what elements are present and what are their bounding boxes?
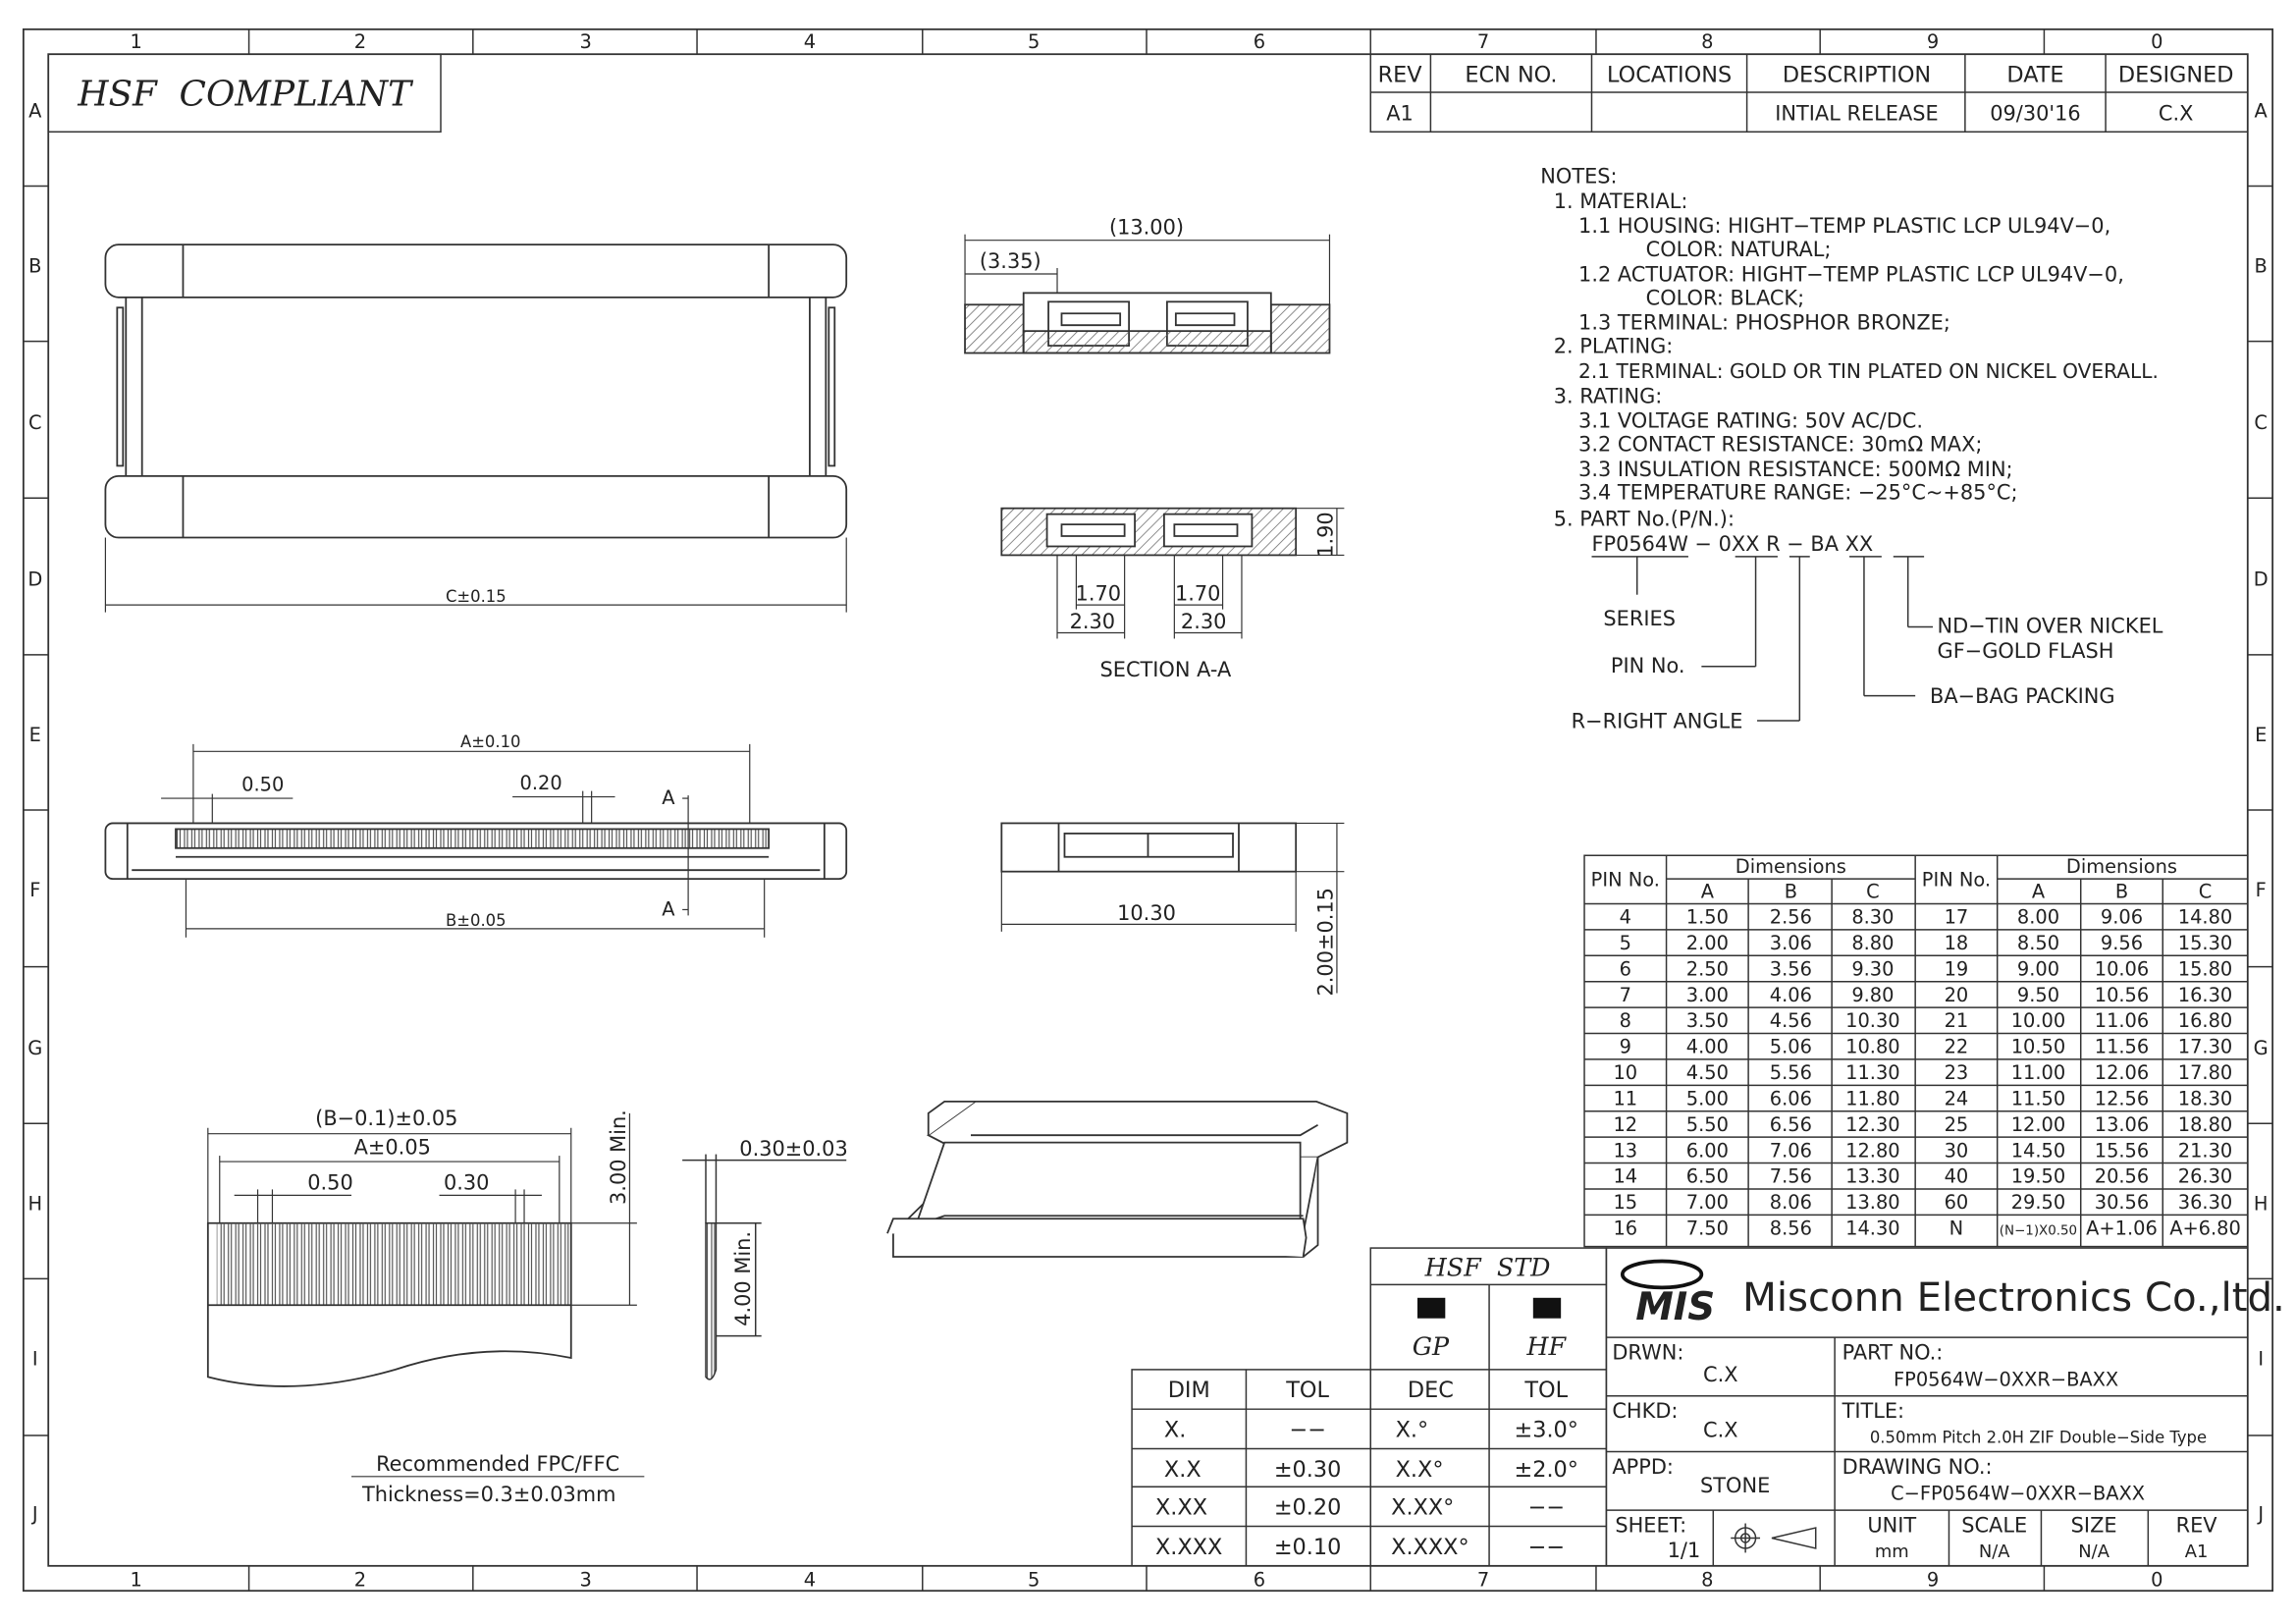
- pin-table-cell-right-1-1: 8.50: [2016, 932, 2060, 955]
- col-label-top-4: 4: [803, 30, 817, 54]
- pin-table-cell-right-2-1: 9.00: [2016, 957, 2060, 981]
- fpc-drawing: [208, 1223, 571, 1386]
- part-number-code: FP0564W − 0XX R − BA XX: [1591, 531, 1874, 556]
- row-label-left-i: I: [31, 1347, 38, 1371]
- pin-table-cell-left-4-2: 4.56: [1769, 1009, 1812, 1033]
- pin-table-cell-left-9-3: 12.80: [1845, 1139, 1900, 1163]
- pin-table-cell-right-9-2: 15.56: [2094, 1139, 2150, 1163]
- row-label-right-a: A: [2254, 99, 2268, 123]
- pin-table-cell-right-4-1: 10.00: [2010, 1009, 2066, 1033]
- connector-front-view: [105, 823, 846, 879]
- tol-dim-4: X.XXX: [1154, 1534, 1223, 1560]
- pin-no-label: PIN No.: [1610, 653, 1685, 677]
- col-label-bottom-6: 6: [1253, 1568, 1266, 1592]
- pin-table-cell-left-10-3: 13.30: [1845, 1164, 1900, 1188]
- pin-table-cell-right-7-3: 18.30: [2177, 1087, 2233, 1110]
- pin-table-cell-right-10-1: 19.50: [2010, 1164, 2066, 1188]
- row-label-right-e: E: [2255, 723, 2268, 746]
- note-1-3: 1.3 TERMINAL: PHOSPHOR BRONZE;: [1578, 310, 1950, 335]
- pin-table-cell-left-10-0: 14: [1613, 1164, 1638, 1188]
- row-label-right-h: H: [2253, 1192, 2269, 1216]
- pin-table-cell-left-5-2: 5.06: [1769, 1035, 1812, 1058]
- pin-table-cell-left-10-2: 7.56: [1769, 1164, 1812, 1188]
- hsf-tol-3: −−: [1527, 1494, 1565, 1521]
- rev-header-date: DATE: [2006, 62, 2064, 88]
- fpc-caption-2: Thickness=0.3±0.03mm: [361, 1483, 616, 1507]
- pin-table-cell-left-6-3: 11.30: [1845, 1061, 1900, 1085]
- rev-label: REV: [2175, 1513, 2217, 1538]
- pin-table-cell-right-6-0: 23: [1944, 1061, 1969, 1085]
- right-angle-label: R−RIGHT ANGLE: [1571, 709, 1743, 733]
- pin-table-cell-right-8-1: 12.00: [2010, 1112, 2066, 1136]
- col-label-top-7: 7: [1476, 30, 1490, 54]
- rev-header-rev: REV: [1377, 62, 1422, 88]
- row-label-left-b: B: [28, 254, 42, 278]
- pin-table-cell-left-8-0: 12: [1613, 1112, 1638, 1136]
- dim-outer-right: 2.30: [1180, 610, 1227, 634]
- pin-table-cell-right-3-2: 10.56: [2094, 983, 2150, 1006]
- pin-table-cell-right-5-1: 10.50: [2010, 1035, 2066, 1058]
- pin-table-cell-left-12-3: 14.30: [1845, 1217, 1900, 1240]
- pin-table-cell-right-9-3: 21.30: [2177, 1139, 2233, 1163]
- title-label: TITLE:: [1842, 1399, 1905, 1424]
- pin-table-cell-left-11-2: 8.06: [1769, 1191, 1812, 1215]
- pin-table-cell-left-1-1: 2.00: [1685, 932, 1729, 955]
- rev-cell-designed: C.X: [2158, 101, 2194, 126]
- pin-table-cell-right-0-0: 17: [1944, 905, 1969, 929]
- note-1-1-color: COLOR: NATURAL;: [1645, 238, 1832, 262]
- connector-side-view: [1001, 823, 1296, 871]
- sheet-value: 1/1: [1667, 1538, 1701, 1562]
- pin-table-cell-left-7-1: 5.00: [1685, 1087, 1729, 1110]
- mis-logo: [1623, 1262, 1715, 1330]
- hf-mark: [1533, 1298, 1561, 1319]
- pin-table-cell-right-6-3: 17.80: [2177, 1061, 2233, 1085]
- pin-table-cell-right-12-1: (N−1)X0.50: [1999, 1223, 2078, 1239]
- col-c-right: C: [2198, 880, 2213, 903]
- pin-header-right: PIN No.: [1921, 868, 1992, 892]
- part-no-label: PART NO.:: [1842, 1340, 1944, 1365]
- pin-table-cell-right-9-1: 14.50: [2010, 1139, 2066, 1163]
- fpc-min-length-1: 3.00 Min.: [606, 1109, 630, 1205]
- row-label-left-e: E: [28, 723, 41, 746]
- series-label: SERIES: [1603, 607, 1676, 631]
- section-mark-bottom: A: [662, 897, 675, 921]
- pin-table-cell-right-7-2: 12.56: [2094, 1087, 2150, 1110]
- pin-table-cell-left-9-2: 7.06: [1769, 1139, 1812, 1163]
- section-view-middle: [1001, 509, 1296, 556]
- section-view-top: [965, 293, 1329, 352]
- note-3-2: 3.2 CONTACT RESISTANCE: 30mΩ MAX;: [1578, 432, 1983, 457]
- dim-b: B±0.05: [446, 910, 507, 930]
- row-label-left-h: H: [27, 1192, 43, 1216]
- col-label-bottom-9: 9: [1926, 1568, 1940, 1592]
- pin-table-cell-left-11-3: 13.80: [1845, 1191, 1900, 1215]
- col-label-top-6: 6: [1253, 30, 1266, 54]
- row-label-right-c: C: [2254, 411, 2268, 435]
- hsf-header-tol: TOL: [1524, 1378, 1569, 1404]
- section-caption: SECTION A-A: [1099, 658, 1232, 682]
- rev-header-designed: DESIGNED: [2117, 62, 2234, 88]
- row-label-left-c: C: [28, 411, 42, 435]
- pin-table-cell-right-5-0: 22: [1944, 1035, 1969, 1058]
- col-label-top-0: 0: [2151, 30, 2163, 54]
- pin-table-cell-left-7-3: 11.80: [1845, 1087, 1900, 1110]
- pin-table-cell-right-12-2: A+1.06: [2086, 1217, 2158, 1240]
- hsf-header-dec: DEC: [1407, 1378, 1454, 1404]
- pin-table-cell-left-0-3: 8.30: [1851, 905, 1895, 929]
- col-b-left: B: [1784, 880, 1798, 903]
- row-label-right-j: J: [2258, 1502, 2265, 1526]
- pin-table-cell-left-4-1: 3.50: [1685, 1009, 1729, 1033]
- fpc-min-length-2: 4.00 Min.: [730, 1231, 755, 1326]
- sheet-label: SHEET:: [1615, 1513, 1687, 1538]
- dims-header-right: Dimensions: [2065, 855, 2178, 879]
- gp-mark: [1417, 1298, 1445, 1319]
- pin-table-cell-left-4-0: 8: [1619, 1009, 1631, 1033]
- gp-label: GP: [1412, 1330, 1450, 1361]
- note-3: 3. RATING:: [1553, 384, 1663, 408]
- col-label-bottom-8: 8: [1701, 1568, 1714, 1592]
- pin-table-cell-right-6-2: 12.06: [2094, 1061, 2150, 1085]
- dim-pitch: 0.50: [241, 773, 285, 796]
- row-label-left-a: A: [28, 99, 42, 123]
- mis-logo-text: MIS: [1635, 1285, 1716, 1330]
- note-1-2-color: COLOR: BLACK;: [1645, 286, 1805, 310]
- pin-table-cell-right-5-3: 17.30: [2177, 1035, 2233, 1058]
- rev-cell-rev: A1: [1386, 101, 1414, 126]
- rev-header-locations: LOCATIONS: [1606, 62, 1733, 88]
- dim-side-height: 2.00±0.15: [1313, 888, 1338, 997]
- hsf-dec-3: X.XX°: [1391, 1494, 1455, 1521]
- pin-table-cell-left-2-0: 6: [1619, 957, 1631, 981]
- pin-table-cell-left-9-1: 6.00: [1685, 1139, 1729, 1163]
- unit-label: UNIT: [1867, 1513, 1917, 1538]
- col-a-right: A: [2031, 880, 2046, 903]
- col-label-bottom-3: 3: [579, 1568, 592, 1592]
- dim-outer-left: 2.30: [1069, 610, 1116, 634]
- rev-header-ecn: ECN NO.: [1465, 62, 1558, 88]
- hsf-tol-1: ±3.0°: [1514, 1417, 1578, 1443]
- hsf-compliant-label: HSF COMPLIANT: [78, 74, 411, 115]
- dim-overall-width: (13.00): [1108, 215, 1185, 240]
- pin-table-cell-right-4-2: 11.06: [2094, 1009, 2150, 1033]
- pin-table-cell-right-1-0: 18: [1944, 932, 1969, 955]
- pin-table-cell-right-12-3: A+6.80: [2169, 1217, 2241, 1240]
- col-label-bottom-5: 5: [1027, 1568, 1041, 1592]
- pin-table-cell-left-6-0: 10: [1613, 1061, 1638, 1085]
- pin-table-cell-left-5-0: 9: [1619, 1035, 1631, 1058]
- rev-header-description: DESCRIPTION: [1782, 62, 1932, 88]
- col-c-left: C: [1866, 880, 1880, 903]
- col-label-top-3: 3: [579, 30, 592, 54]
- pin-table-cell-left-0-0: 4: [1619, 905, 1631, 929]
- col-label-top-2: 2: [353, 30, 367, 54]
- dims-header-left: Dimensions: [1735, 855, 1846, 879]
- connector-isometric-view: [887, 1102, 1347, 1257]
- pin-table-cell-left-1-0: 5: [1619, 932, 1631, 955]
- pin-table-cell-right-11-0: 60: [1944, 1191, 1969, 1215]
- pin-table-cell-left-8-1: 5.50: [1685, 1112, 1729, 1136]
- title-value: 0.50mm Pitch 2.0H ZIF Double−Side Type: [1869, 1428, 2208, 1447]
- pin-table-cell-left-4-3: 10.30: [1845, 1009, 1900, 1033]
- connector-top-view: [105, 244, 846, 537]
- hsf-std-title: HSF STD: [1424, 1252, 1551, 1282]
- part-no-value: FP0564W−0XXR−BAXX: [1894, 1368, 2119, 1391]
- fpc-thickness: 0.30±0.03: [739, 1137, 848, 1162]
- bag-packing-label: BA−BAG PACKING: [1930, 684, 2115, 709]
- pin-table-cell-left-2-1: 2.50: [1685, 957, 1729, 981]
- pin-table-cell-right-3-0: 20: [1944, 983, 1969, 1006]
- col-label-bottom-2: 2: [353, 1568, 367, 1592]
- fpc-pitch: 0.50: [307, 1170, 353, 1195]
- dim-c: C±0.15: [445, 587, 507, 607]
- pin-table-cell-left-12-0: 16: [1613, 1217, 1638, 1240]
- pin-table-cell-left-1-3: 8.80: [1851, 932, 1895, 955]
- row-label-right-g: G: [2253, 1037, 2269, 1060]
- tol-dim-1: X.: [1163, 1417, 1187, 1443]
- pin-table-cell-left-11-0: 15: [1613, 1191, 1638, 1215]
- pin-table-cell-right-7-1: 11.50: [2010, 1087, 2066, 1110]
- col-label-top-5: 5: [1027, 30, 1041, 54]
- row-label-right-f: F: [2255, 879, 2267, 902]
- pin-table-cell-left-6-1: 4.50: [1685, 1061, 1729, 1085]
- row-label-right-b: B: [2254, 254, 2268, 278]
- hsf-dec-1: X.°: [1395, 1417, 1429, 1443]
- pin-table-cell-left-9-0: 13: [1613, 1139, 1638, 1163]
- dim-section-height: 1.90: [1313, 512, 1338, 558]
- note-3-1: 3.1 VOLTAGE RATING: 50V AC/DC.: [1578, 408, 1923, 433]
- tol-val-2: ±0.30: [1273, 1456, 1342, 1483]
- note-5: 5. PART No.(P/N.):: [1553, 507, 1735, 531]
- pin-table-cell-right-9-0: 30: [1944, 1139, 1969, 1163]
- tol-header-dim: DIM: [1167, 1378, 1210, 1404]
- rev-cell-description: INTIAL RELEASE: [1775, 101, 1939, 126]
- pin-table-cell-left-12-2: 8.56: [1769, 1217, 1812, 1240]
- col-label-bottom-0: 0: [2151, 1568, 2163, 1592]
- pin-table-cell-left-2-2: 3.56: [1769, 957, 1812, 981]
- pin-table-cell-left-7-0: 11: [1613, 1087, 1638, 1110]
- col-label-top-1: 1: [130, 30, 142, 54]
- pin-table-cell-right-11-2: 30.56: [2094, 1191, 2150, 1215]
- pin-table-cell-right-0-2: 9.06: [2100, 905, 2144, 929]
- appd-label: APPD:: [1612, 1454, 1674, 1479]
- fpc-outer-width: (B−0.1)±0.05: [315, 1106, 458, 1130]
- pin-table-cell-right-11-3: 36.30: [2177, 1191, 2233, 1215]
- drawing-no-value: C−FP0564W−0XXR−BAXX: [1891, 1482, 2146, 1505]
- scale-value: N/A: [1978, 1541, 2010, 1562]
- pin-table-cell-left-0-2: 2.56: [1769, 905, 1812, 929]
- row-label-right-d: D: [2253, 568, 2269, 591]
- dim-inner-left: 1.70: [1075, 581, 1122, 606]
- note-1: 1. MATERIAL:: [1553, 189, 1688, 213]
- unit-value: mm: [1874, 1541, 1909, 1562]
- pin-table-cell-left-3-0: 7: [1619, 983, 1631, 1006]
- note-3-4: 3.4 TEMPERATURE RANGE: −25°C~+85°C;: [1578, 480, 2018, 505]
- pin-table-cell-left-10-1: 6.50: [1685, 1164, 1729, 1188]
- appd-value: STONE: [1700, 1474, 1771, 1498]
- col-b-right: B: [2114, 880, 2129, 903]
- size-label: SIZE: [2070, 1513, 2117, 1538]
- tol-val-4: ±0.10: [1273, 1534, 1342, 1560]
- row-label-left-g: G: [27, 1037, 43, 1060]
- pin-table-cell-right-10-2: 20.56: [2094, 1164, 2150, 1188]
- col-label-top-8: 8: [1701, 30, 1714, 54]
- pin-table-cell-right-3-3: 16.30: [2177, 983, 2233, 1006]
- hsf-dec-2: X.X°: [1395, 1456, 1444, 1483]
- pin-table-cell-right-4-3: 16.80: [2177, 1009, 2233, 1033]
- section-mark-top: A: [662, 786, 675, 810]
- gold-flash-label: GF−GOLD FLASH: [1937, 638, 2114, 663]
- hsf-tol-2: ±2.0°: [1514, 1456, 1578, 1483]
- pin-header-left: PIN No.: [1590, 868, 1660, 892]
- row-label-left-d: D: [27, 568, 43, 591]
- pin-table-cell-right-4-0: 21: [1944, 1009, 1969, 1033]
- tol-dim-3: X.XX: [1154, 1494, 1208, 1521]
- col-label-bottom-7: 7: [1476, 1568, 1490, 1592]
- tol-header-tol: TOL: [1286, 1378, 1329, 1404]
- pin-table-cell-right-12-0: N: [1949, 1217, 1964, 1240]
- pin-table-cell-right-10-0: 40: [1944, 1164, 1969, 1188]
- tol-dim-2: X.X: [1163, 1456, 1201, 1483]
- note-3-3: 3.3 INSULATION RESISTANCE: 500MΩ MIN;: [1578, 457, 2013, 481]
- pin-table-cell-right-2-3: 15.80: [2177, 957, 2233, 981]
- pin-table-cell-left-3-1: 3.00: [1685, 983, 1729, 1006]
- scale-label: SCALE: [1961, 1513, 2028, 1538]
- fpc-caption-1: Recommended FPC/FFC: [376, 1451, 620, 1476]
- pin-table-cell-right-1-3: 15.30: [2177, 932, 2233, 955]
- tol-val-3: ±0.20: [1273, 1494, 1342, 1521]
- pin-table-cell-right-7-0: 24: [1944, 1087, 1969, 1110]
- pin-table-cell-left-5-3: 10.80: [1845, 1035, 1900, 1058]
- pin-table-cell-right-0-3: 14.80: [2177, 905, 2233, 929]
- note-2-1: 2.1 TERMINAL: GOLD OR TIN PLATED ON NICKEL OVERALL.: [1578, 358, 2159, 383]
- col-label-bottom-4: 4: [803, 1568, 817, 1592]
- pin-table-cell-left-8-2: 6.56: [1769, 1112, 1812, 1136]
- pin-table-cell-right-0-1: 8.00: [2016, 905, 2060, 929]
- rev-cell-date: 09/30'16: [1990, 101, 2081, 126]
- pin-table-cell-left-3-2: 4.06: [1769, 983, 1812, 1006]
- pin-table-cell-left-8-3: 12.30: [1845, 1112, 1900, 1136]
- pin-table-cell-left-7-2: 6.06: [1769, 1087, 1812, 1110]
- dim-side-offset: (3.35): [979, 249, 1041, 274]
- hsf-dec-4: X.XXX°: [1391, 1534, 1469, 1560]
- pin-table-cell-right-10-3: 26.30: [2177, 1164, 2233, 1188]
- size-value: N/A: [2078, 1541, 2109, 1562]
- pin-table-cell-left-0-1: 1.50: [1685, 905, 1729, 929]
- tin-over-nickel-label: ND−TIN OVER NICKEL: [1937, 614, 2163, 638]
- pin-table-cell-right-6-1: 11.00: [2010, 1061, 2066, 1085]
- company-name: Misconn Electronics Co.,ltd.: [1742, 1275, 2285, 1322]
- note-2: 2. PLATING:: [1553, 334, 1674, 358]
- pin-table-cell-right-5-2: 11.56: [2094, 1035, 2150, 1058]
- dim-a: A±0.10: [459, 731, 521, 751]
- pin-table-cell-right-2-0: 19: [1944, 957, 1969, 981]
- fpc-inner-width: A±0.05: [353, 1135, 431, 1160]
- fpc-lead-width: 0.30: [443, 1170, 490, 1195]
- pin-table-cell-right-1-2: 9.56: [2100, 932, 2144, 955]
- pin-table-cell-left-12-1: 7.50: [1685, 1217, 1729, 1240]
- pin-table-cell-right-2-2: 10.06: [2094, 957, 2150, 981]
- pin-table-cell-left-6-2: 5.56: [1769, 1061, 1812, 1085]
- col-label-bottom-1: 1: [130, 1568, 142, 1592]
- row-label-left-j: J: [31, 1502, 38, 1526]
- col-label-top-9: 9: [1926, 30, 1940, 54]
- row-label-right-i: I: [2258, 1347, 2265, 1371]
- pin-table-cell-left-1-2: 3.06: [1769, 932, 1812, 955]
- chkd-label: CHKD:: [1612, 1399, 1679, 1424]
- drwn-label: DRWN:: [1612, 1340, 1684, 1365]
- chkd-value: C.X: [1703, 1418, 1738, 1442]
- drwn-value: C.X: [1703, 1362, 1738, 1386]
- row-label-left-f: F: [29, 879, 41, 902]
- dim-terminal-width: 0.20: [519, 772, 562, 795]
- pin-table-cell-right-11-1: 29.50: [2010, 1191, 2066, 1215]
- dim-inner-right: 1.70: [1174, 581, 1221, 606]
- rev-value: A1: [2184, 1541, 2209, 1562]
- projection-symbol-icon: [1731, 1524, 1816, 1553]
- pin-table-cell-left-5-1: 4.00: [1685, 1035, 1729, 1058]
- hsf-tol-4: −−: [1527, 1534, 1565, 1560]
- pin-table-cell-right-8-0: 25: [1944, 1112, 1969, 1136]
- pin-table-cell-left-2-3: 9.30: [1851, 957, 1895, 981]
- pin-table-cell-right-3-1: 9.50: [2016, 983, 2060, 1006]
- pin-table-cell-left-11-1: 7.00: [1685, 1191, 1729, 1215]
- pin-table-cell-right-8-2: 13.06: [2094, 1112, 2150, 1136]
- drawing-no-label: DRAWING NO.:: [1842, 1454, 1993, 1479]
- part-number-callout-lines: [1591, 557, 1933, 721]
- col-a-left: A: [1700, 880, 1714, 903]
- hf-label: HF: [1526, 1330, 1567, 1361]
- dim-side-depth: 10.30: [1117, 900, 1176, 925]
- pin-table-cell-left-3-3: 9.80: [1851, 983, 1895, 1006]
- note-1-2: 1.2 ACTUATOR: HIGHT−TEMP PLASTIC LCP UL94V−0,: [1578, 262, 2124, 287]
- tol-val-1: −−: [1289, 1417, 1326, 1443]
- note-1-1: 1.1 HOUSING: HIGHT−TEMP PLASTIC LCP UL94V−0,: [1578, 214, 2111, 239]
- pin-table-cell-right-8-3: 18.80: [2177, 1112, 2233, 1136]
- fpc-thickness-view: [682, 1155, 846, 1380]
- notes-heading: NOTES:: [1540, 164, 1618, 189]
